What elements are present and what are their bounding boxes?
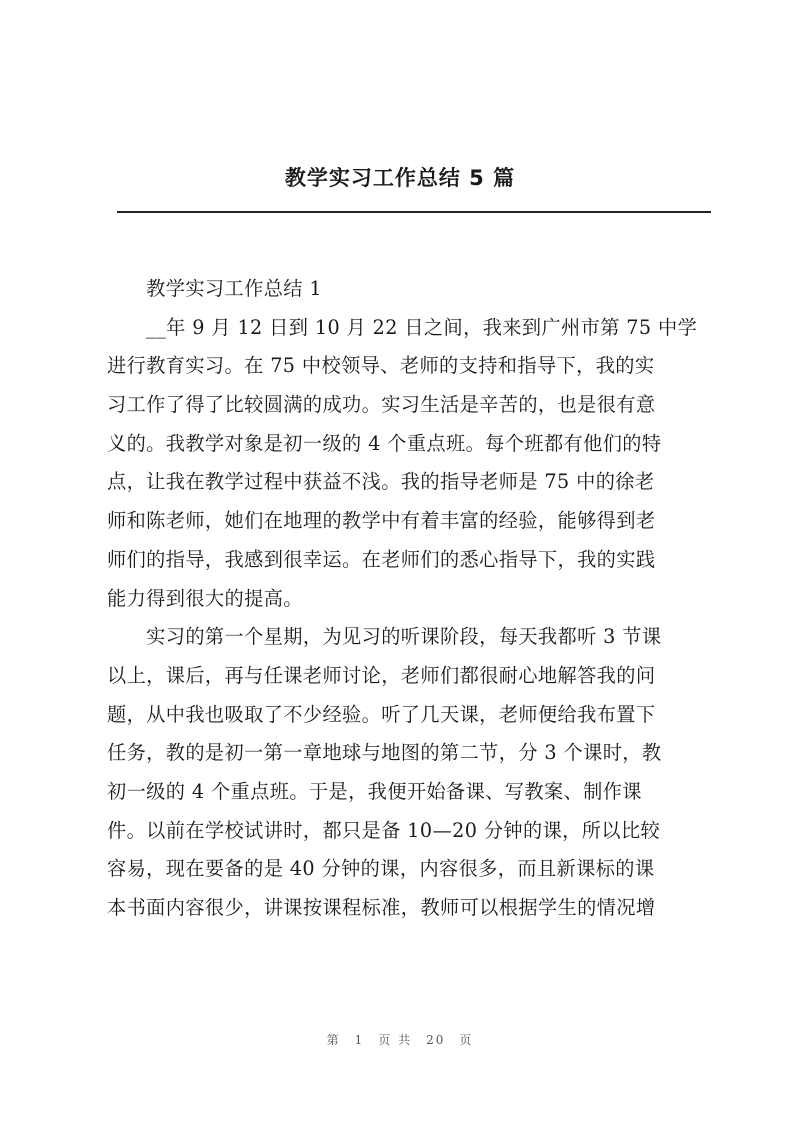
paragraph-line: 实习的第一个星期，为见习的听课阶段，每天我都听 3 节课 [107, 625, 662, 649]
paragraph-line: 师和陈老师，她们在地理的教学中有着丰富的经验，能够得到老 [107, 509, 656, 533]
document-body [107, 270, 707, 928]
page-number-footer: 第 1 页 共 20 页 [326, 1033, 474, 1047]
paragraph-line: 能力得到很大的提高。 [107, 586, 303, 610]
paragraph-line: 件。以前在学校试讲时，都只是备 10—20 分钟的课，所以比较 [107, 818, 661, 842]
paragraph-line: 本书面内容很少，讲课按课程标准，教师可以根据学生的情况增 [107, 896, 656, 919]
document-title: 教学实习工作总结 5 篇 [284, 166, 516, 190]
paragraph-line: __年 9 月 12 日到 10 月 22 日之间，我来到广州市第 75 中学 [107, 315, 698, 339]
paragraph-line: 容易，现在要备的是 40 分钟的课，内容很多，而且新课标的课 [107, 857, 655, 881]
title-underline [117, 211, 711, 213]
paragraph-line: 习工作了得了比较圆满的成功。实习生活是辛苦的，也是很有意 [107, 393, 656, 417]
paragraph-line: 进行教育实习。在 75 中校领导、老师的支持和指导下，我的实 [107, 354, 655, 378]
paragraph-line: 以上，课后，再与任课老师讨论，老师们都很耐心地解答我的问 [107, 663, 656, 687]
paragraph-line: 任务，教的是初一第一章地球与地图的第二节，分 3 个课时，教 [107, 741, 662, 765]
paragraph-line: 点，让我在教学过程中获益不浅。我的指导老师是 75 中的徐老 [107, 470, 655, 494]
section-heading: 教学实习工作总结 1 [107, 277, 322, 300]
paragraph-line: 初一级的 4 个重点班。于是，我便开始备课、写教案、制作课 [107, 779, 642, 803]
paragraph-line: 义的。我教学对象是初一级的 4 个重点班。每个班都有他们的特 [107, 431, 662, 455]
paragraph-line: 师们的指导，我感到很幸运。在老师们的悉心指导下，我的实践 [107, 547, 656, 571]
paragraph-line: 题，从中我也吸取了不少经验。听了几天课，老师便给我布置下 [107, 702, 656, 726]
